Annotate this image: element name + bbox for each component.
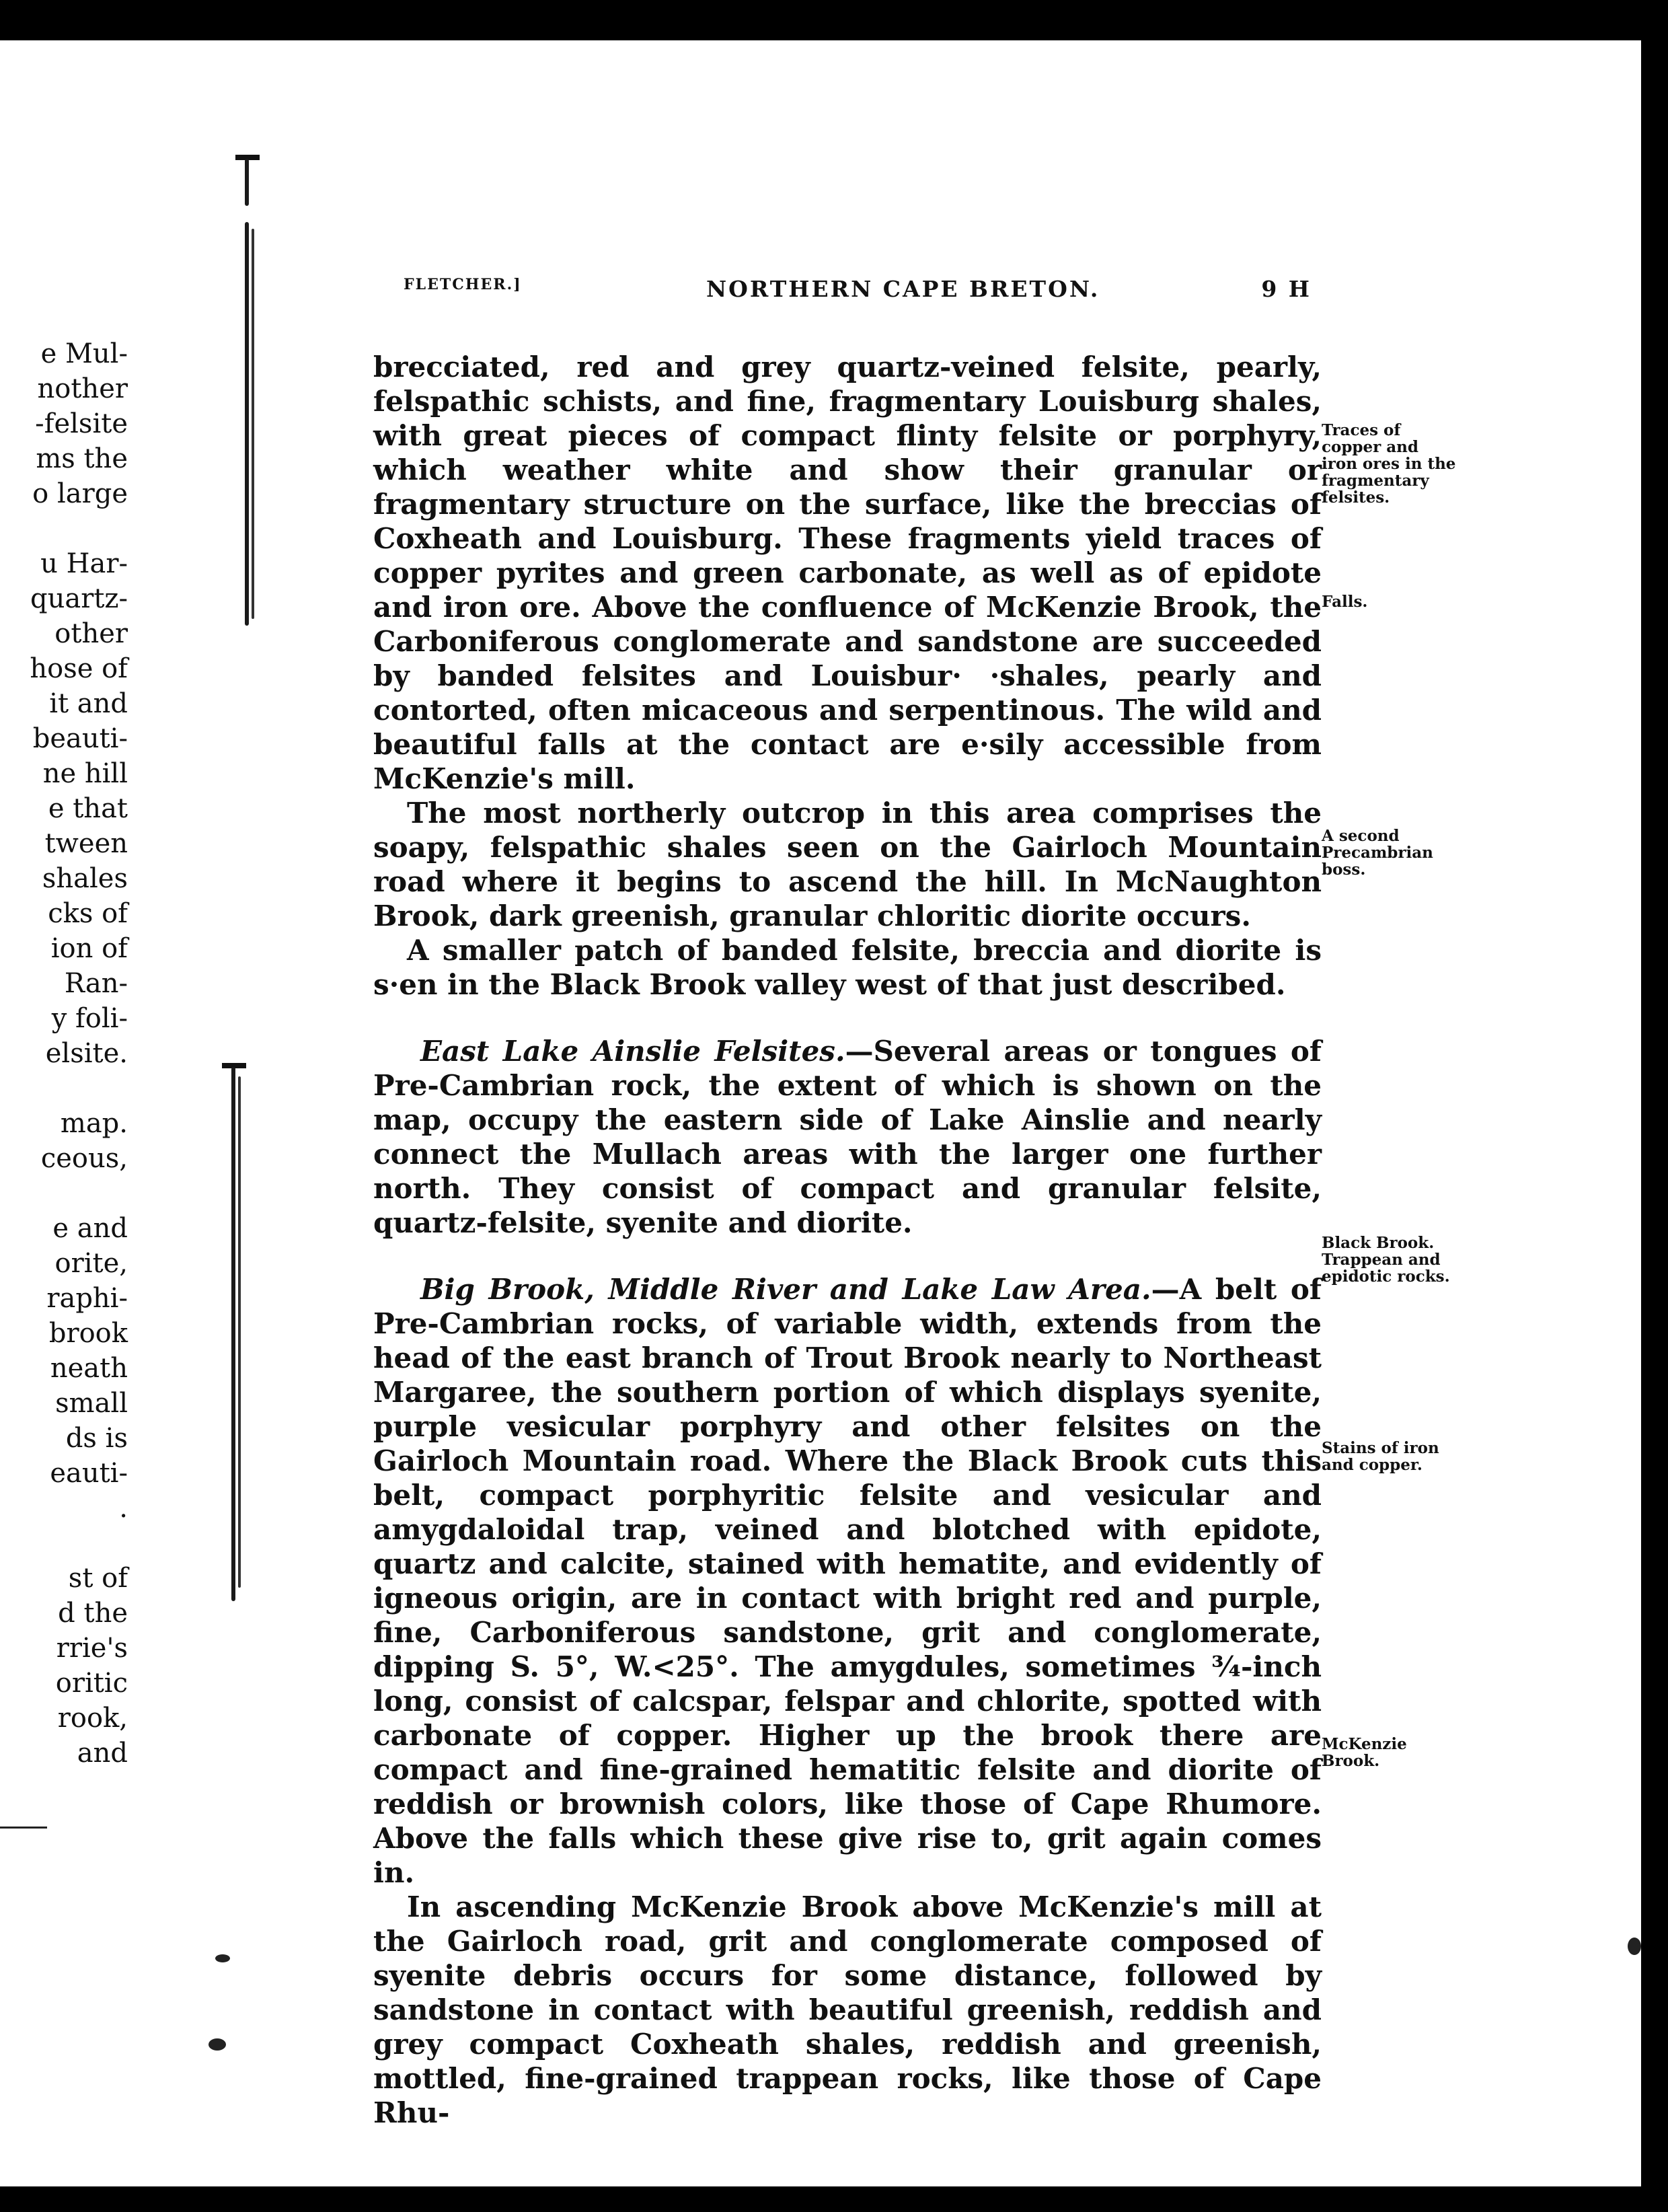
fragment-line: y foli-	[51, 1003, 128, 1034]
fragment-line: shales	[42, 863, 128, 894]
fragment-line: brook	[48, 1318, 128, 1349]
fragment-line: d the	[58, 1598, 128, 1629]
fragment-line: it and	[49, 688, 128, 719]
fragment-line: rook,	[57, 1703, 128, 1734]
page-number: 9 H	[1261, 276, 1312, 302]
fragment-line: small	[55, 1388, 128, 1419]
section-text: —A belt of Pre-Cambrian rocks, of variable width, extends from the head of the east branch of Trout Brook nearly to Northeast Margaree, the southern portion of which displays syenite, purple vesicular porphyry and other felsites on the Gairloch Mountain road. Where the Black Brook cuts this belt, compact porphyritic felsite and vesicular and amygdaloidal trap, veined and blotched with epidote, quartz and calcite, stained with hematite, and evidently of igneous origin, are in contact with bright red and purple, fine, Carboniferous sandstone, grit and conglomerate, dipping S. 5°, W.<25°. The amygdules, sometimes ¾-inch long, consist of calcspar, felspar and chlorite, spotted with carbonate of copper. Higher up the brook there are compact and fine-grained hematitic felsite and diorite of reddish or brownish colors, like those of Cape Rhumore. Above the falls which these give rise to, grit again comes in.	[373, 1273, 1322, 1889]
body-text	[373, 350, 1322, 2130]
section-east-lake-ainslie	[373, 1034, 1322, 1240]
fragment-line	[0, 511, 128, 546]
paragraph: The most northerly outcrop in this area comprises the soapy, felspathic shales seen on the Gairloch Mountain road where it begins to ascend the hill. In McNaughton Brook, dark greenish, granular chloritic diorite occurs.	[373, 797, 1322, 932]
paragraph: A smaller patch of banded felsite, breccia and diorite is s·en in the Black Brook valley west of that just described.	[373, 934, 1322, 1001]
margin-note-stains: Stains of iron and copper.	[1322, 1439, 1439, 1474]
binding-clip-bottom	[222, 1063, 246, 1601]
fragment-line: e that	[48, 793, 128, 824]
fragment-line	[0, 1176, 128, 1211]
fragment-line: eauti-	[50, 1458, 128, 1489]
fragment-line: map.	[60, 1108, 128, 1139]
fragment-line: other	[54, 618, 128, 649]
fragment-line: ne hill	[42, 758, 128, 789]
fragment-line: -felsite	[35, 408, 128, 439]
fragment-line: oritic	[55, 1668, 128, 1699]
section-text: —Several areas or tongues of Pre-Cambrian rock, the extent of which is shown on the map, occupy the eastern side of Lake Ainslie and nearly connect the Mullach areas with the larger one further north. They consist of compact and granular felsite, quartz-felsite, syenite and diorite.	[373, 1035, 1322, 1239]
section-title: East Lake Ainslie Felsites.	[420, 1035, 845, 1068]
margin-note-precambrian: A second Precambrian boss.	[1322, 827, 1433, 879]
fragment-line: elsite.	[45, 1038, 128, 1069]
fragment-line: u Har-	[40, 548, 128, 579]
fragment-rule	[0, 1827, 47, 1829]
margin-note-falls: Falls.	[1322, 593, 1368, 611]
header-author: FLETCHER.]	[404, 276, 522, 293]
fragment-line: quartz-	[30, 583, 128, 614]
scan-border	[1641, 0, 1668, 2212]
fragment-line: and	[77, 1738, 128, 1769]
fragment-line: o large	[32, 478, 128, 509]
fragment-line	[0, 1071, 128, 1106]
fragment-line: st of	[68, 1563, 128, 1594]
binding-clip-top	[235, 155, 260, 626]
fragment-line: nother	[37, 373, 128, 404]
fragment-line: ion of	[50, 933, 128, 964]
fragment-line: ds is	[65, 1423, 128, 1454]
fragment-line: e Mul-	[40, 338, 128, 369]
margin-note-traces: Traces of copper and iron ores in the fragmentary felsites.	[1322, 421, 1456, 507]
fragment-line: ceous,	[40, 1143, 128, 1174]
fragment-line: .	[119, 1493, 128, 1524]
fragment-line: ms the	[36, 443, 128, 474]
fragment-line: raphi-	[46, 1283, 128, 1314]
fragment-line: beauti-	[32, 723, 128, 754]
fragment-line: Ran-	[64, 968, 128, 999]
paragraph: In ascending McKenzie Brook above McKenzie's mill at the Gairloch road, grit and conglomerate composed of syenite debris occurs for some distance, followed by sandstone in contact with beautiful greenish, reddish and grey compact Coxheath shales, reddish and greenish, mottled, fine-grained trappean rocks, like those of Cape Rhu-	[373, 1890, 1322, 2129]
paragraph: brecciated, red and grey quartz-veined felsite, pearly, felspathic schists, and fine, fragmentary Louisburg shales, with great pieces of compact flinty felsite or porphyry, which weather white and show their granular or fragmentary structure on the surface, like the breccias of Coxheath and Louisburg. These fragments yield traces of copper pyrites and green carbonate, as well as of epidote and iron ore. Above the confluence of McKenzie Brook, the Carboniferous conglomerate and sandstone are succeeded by banded felsites and Louisbur· ·shales, pearly and contorted, often micaceous and serpentinous. The wild and beautiful falls at the contact are e·sily accessible from McKenzie's mill.	[373, 351, 1322, 795]
margin-note-mckenzie: McKenzie Brook.	[1322, 1735, 1407, 1770]
header-title: NORTHERN CAPE BRETON.	[706, 276, 1100, 302]
section-big-brook	[373, 1272, 1322, 1890]
fragment-line: neath	[50, 1353, 128, 1384]
running-header	[404, 276, 1312, 316]
fragment-line: hose of	[30, 653, 128, 684]
margin-note-black-brook: Black Brook. Trappean and epidotic rocks.	[1322, 1234, 1450, 1286]
fragment-line: orite,	[54, 1248, 128, 1279]
section-title: Big Brook, Middle River and Lake Law Area.	[420, 1273, 1151, 1306]
fragment-line: rrie's	[56, 1633, 128, 1664]
fragment-line: tween	[44, 828, 128, 859]
fragment-line	[0, 1526, 128, 1561]
adjacent-page-fragments	[0, 336, 128, 1771]
scanned-page	[0, 40, 1641, 2186]
fragment-line: e and	[52, 1213, 128, 1244]
fragment-line: cks of	[48, 898, 128, 929]
